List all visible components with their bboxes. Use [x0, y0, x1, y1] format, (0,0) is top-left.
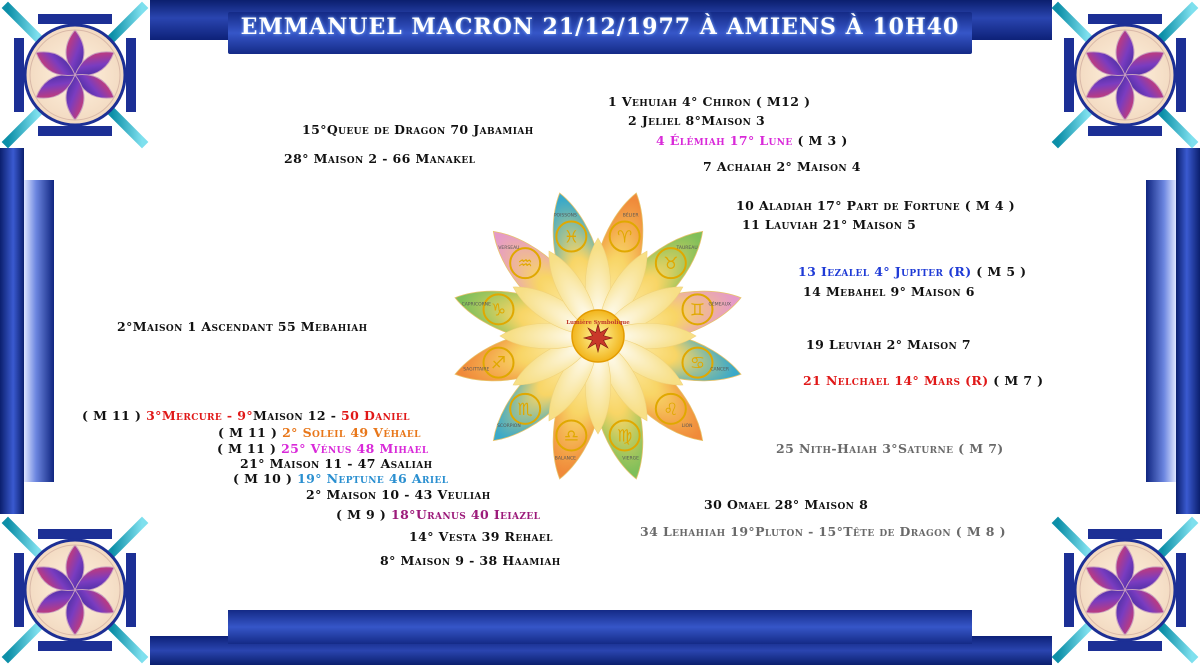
frame-left-bar	[0, 148, 24, 514]
label-elemiah-main: 4 Élémiah 17° Lune	[656, 133, 793, 148]
label-vehael-main: 2° Soleil 49 Véhael	[282, 425, 421, 440]
label-mihael-main: 25° Vénus 48 Mihael	[281, 441, 429, 456]
label-ariel-house: ( M 10 )	[233, 471, 298, 486]
label-lauviah: 11 Lauviah 21° Maison 5	[742, 217, 917, 232]
label-haamiah: 8° Maison 9 - 38 Haamiah	[380, 553, 561, 568]
zodiac-glyph: ♒	[517, 254, 533, 275]
corner-ornament-bottom-right	[1050, 515, 1200, 665]
zodiac-glyph: ♌	[663, 399, 679, 420]
label-elemiah	[656, 133, 848, 148]
zodiac-name: VIERGE	[622, 456, 639, 462]
frame-bottom-band	[228, 610, 972, 644]
zodiac-glyph: ♓	[563, 227, 579, 248]
zodiac-glyph: ♐	[490, 353, 507, 374]
label-ariel-main: 19° Neptune 46 Ariel	[297, 471, 449, 486]
zodiac-glyph: ♉	[663, 254, 679, 275]
zodiac-name: BÉLIER	[622, 213, 639, 219]
label-daniel-name: 50 Daniel	[341, 408, 410, 423]
frame-left-inner-bar	[24, 180, 54, 482]
label-aladiah: 10 Aladiah 17° Part de Fortune ( M 4 )	[736, 198, 1016, 213]
label-nith-haiah: 25 Nith-Haiah 3°Saturne ( M 7)	[776, 441, 1004, 456]
center-badge-text: Lumière Symbolique	[566, 320, 630, 326]
zodiac-glyph: ♏	[517, 399, 533, 420]
label-daniel-maison: Maison 12 -	[253, 408, 342, 423]
star-icon	[584, 324, 612, 352]
label-vehuiah: 1 Vehuiah 4° Chiron ( M12 )	[608, 94, 811, 109]
zodiac-name: BALANCE	[554, 456, 576, 462]
zodiac-name: SCORPION	[497, 424, 521, 430]
label-veuliah: 2° Maison 10 - 43 Veuliah	[306, 487, 491, 502]
zodiac-glyph: ♋	[689, 353, 706, 374]
label-manakel: 28° Maison 2 - 66 Manakel	[284, 151, 476, 166]
zodiac-flower-wheel	[448, 186, 748, 486]
corner-ornament-top-right	[1050, 0, 1200, 150]
corner-ornament-bottom-left	[0, 515, 150, 665]
label-iezalel-house: ( M 5 )	[971, 264, 1027, 279]
label-omael: 30 Omael 28° Maison 8	[704, 497, 869, 512]
frame-right-inner-bar	[1146, 180, 1176, 482]
label-mihael-house: ( M 11 )	[217, 441, 282, 456]
zodiac-glyph: ♍	[617, 426, 633, 447]
label-nelchael-main: 21 Nelchael 14° Mars (R)	[803, 373, 989, 388]
zodiac-glyph: ♈	[617, 227, 633, 248]
label-daniel	[82, 408, 410, 423]
corner-ornament-top-left	[0, 0, 150, 150]
label-jeliel: 2 Jeliel 8°Maison 3	[628, 113, 766, 128]
label-ieiazel-house: ( M 9 )	[336, 507, 391, 522]
zodiac-name: LION	[681, 424, 693, 430]
label-asaliah: 21° Maison 11 - 47 Asaliah	[240, 456, 433, 471]
page-title: EMMANUEL MACRON 21/12/1977 À AMIENS À 10H40	[240, 14, 960, 40]
label-nelchael	[803, 373, 1044, 388]
label-vehael	[218, 425, 421, 440]
label-daniel-house: ( M 11 )	[82, 408, 147, 423]
label-lehahiah: 34 Lehahiah 19°Pluton - 15°Tête de Dragon ( M 8 )	[640, 524, 1006, 539]
zodiac-glyph: ♊	[689, 300, 706, 321]
label-mihael	[217, 441, 429, 456]
label-mebahel: 14 Mebahel 9° Maison 6	[803, 284, 975, 299]
zodiac-glyph: ♎	[563, 426, 579, 447]
label-ieiazel	[336, 507, 540, 522]
label-ariel	[233, 471, 448, 486]
zodiac-glyph: ♑	[490, 300, 507, 321]
zodiac-name: TAUREAU	[676, 245, 698, 251]
zodiac-name: SAGITTAIRE	[463, 367, 490, 373]
frame-right-bar	[1176, 148, 1200, 514]
zodiac-name: GÉMEAUX	[708, 302, 731, 308]
label-jabamiah: 15°Queue de Dragon 70 Jabamiah	[302, 122, 534, 137]
label-rehael: 14° Vesta 39 Rehael	[409, 529, 553, 544]
zodiac-name: VERSEAU	[498, 245, 520, 251]
label-ieiazel-main: 18°Uranus 40 Ieiazel	[390, 507, 541, 522]
zodiac-name: CAPRICORNE	[461, 302, 492, 308]
label-elemiah-house: ( M 3 )	[792, 133, 848, 148]
label-iezalel	[798, 264, 1027, 279]
zodiac-name: POISSONS	[553, 213, 577, 219]
label-achaiah: 7 Achaiah 2° Maison 4	[703, 159, 861, 174]
label-daniel-mercure: 3°Mercure - 9°	[146, 408, 253, 423]
label-iezalel-main: 13 Iezalel 4° Jupiter (R)	[798, 264, 972, 279]
label-leuviah: 19 Leuviah 2° Maison 7	[806, 337, 972, 352]
label-mebahiah: 2°Maison 1 Ascendant 55 Mebahiah	[117, 319, 368, 334]
label-vehael-house: ( M 11 )	[218, 425, 283, 440]
zodiac-name: CANCER	[710, 367, 730, 373]
label-nelchael-house: ( M 7 )	[988, 373, 1044, 388]
